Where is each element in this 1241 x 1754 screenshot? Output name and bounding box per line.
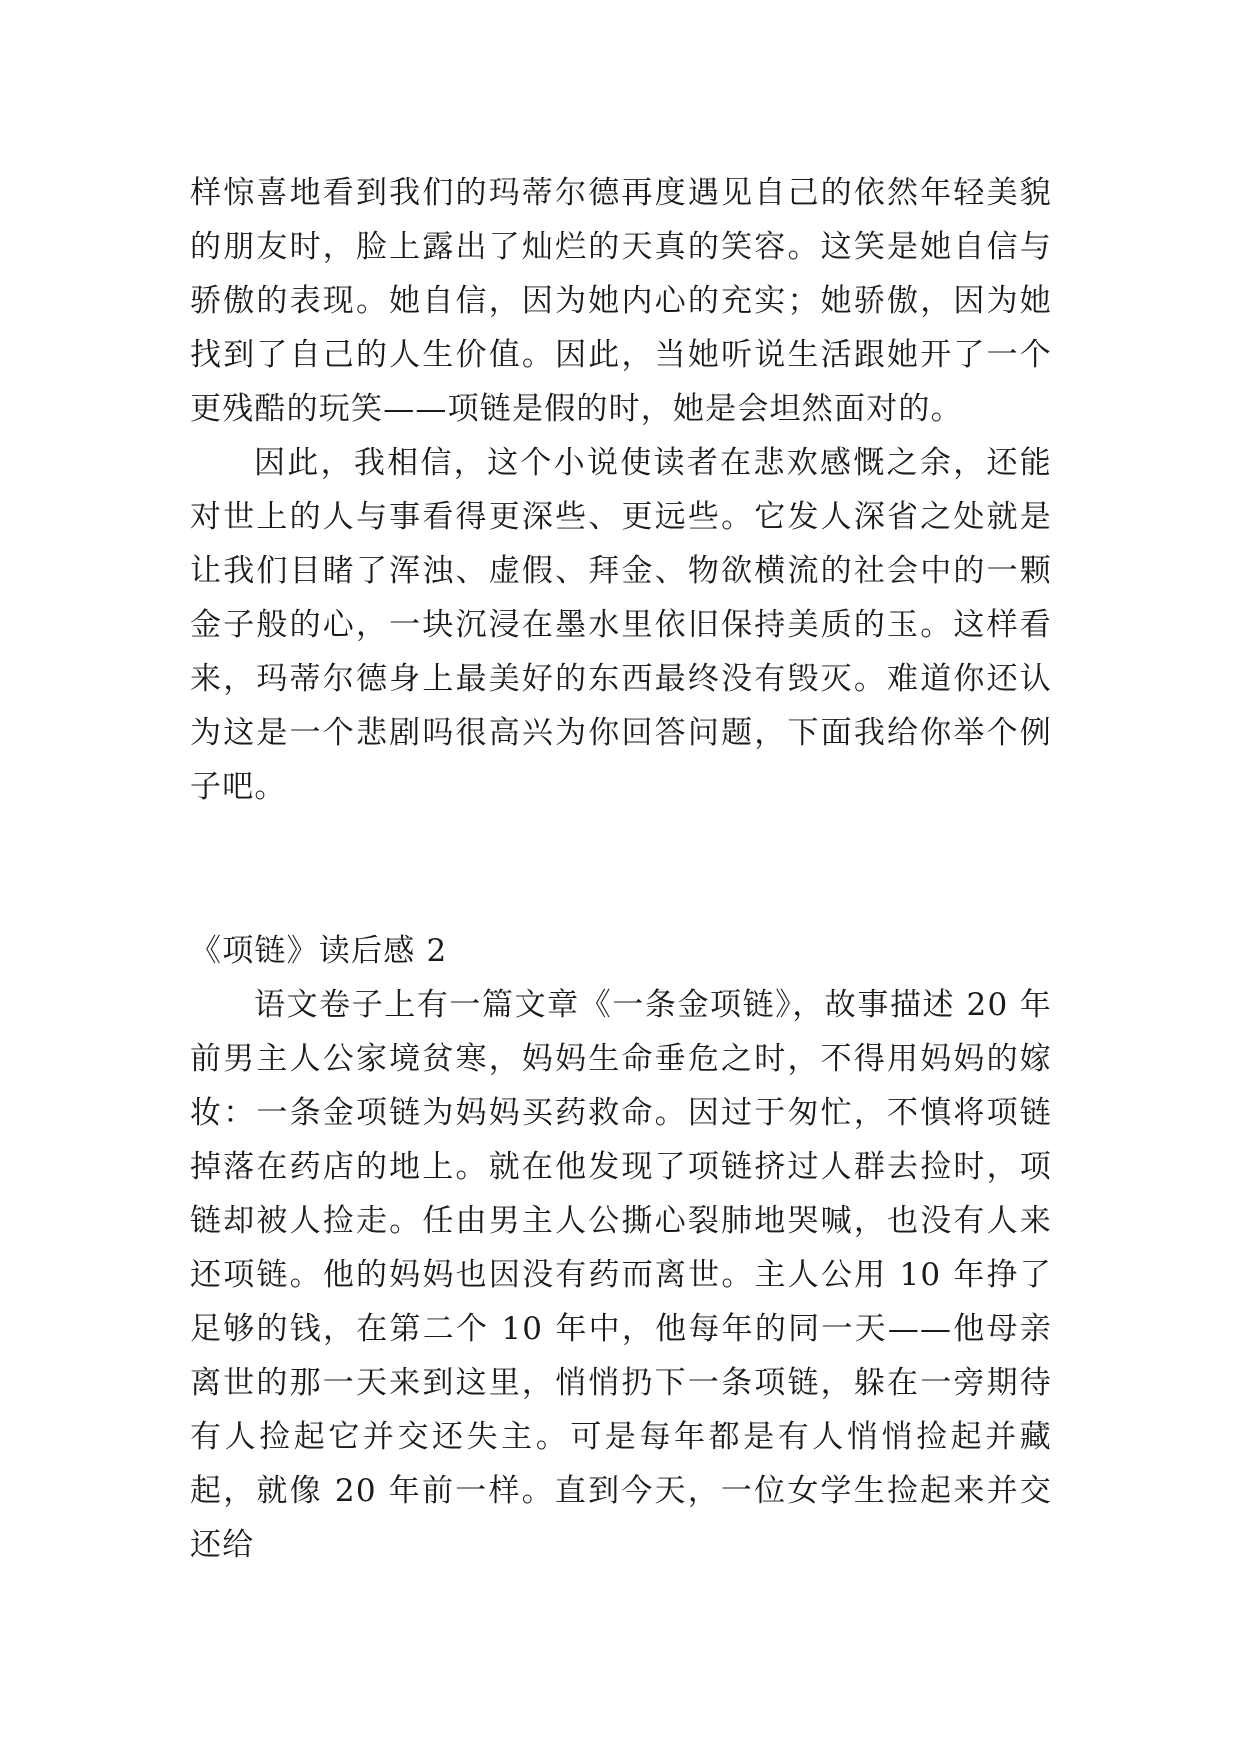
body-paragraph: 样惊喜地看到我们的玛蒂尔德再度遇见自己的依然年轻美貌的朋友时，脸上露出了灿烂的天真的笑容。这笑是她自信与骄傲的表现。她自信，因为她内心的充实；她骄傲，因为她找到了自己的人生价值。因此，当她听说生活跟她开了一个更残酷的玩笑——项链是假的时，她是会坦然面对的。 — [190, 175, 1052, 427]
section-heading: 《项链》读后感 2 — [190, 933, 448, 969]
body-paragraph: 语文卷子上有一篇文章《一条金项链》，故事描述 20 年前男主人公家境贫寒，妈妈生命垂危之时，不得用妈妈的嫁妆：一条金项链为妈妈买药救命。因过于匆忙，不慎将项链掉落在药店的地上。就在他发现了项链挤过人群去捡时，项链却被人捡走。任由男主人公撕心裂肺地哭喊，也没有人来还项链。他的妈妈也因没有药而离世。主人公用 10 年挣了足够的钱，在第二个 10 年中，他每年的同一天——他母亲离世的那一天来到这里，悄悄扔下一条项链，躲在一旁期待有人捡起它并交还失主。可是每年都是有人悄悄捡起并藏起，就像 20 年前一样。直到今天，一位女学生捡起来并交还给 — [190, 987, 1052, 1563]
essay-continuation — [190, 166, 1052, 814]
body-paragraph: 因此，我相信，这个小说使读者在悲欢感慨之余，还能对世上的人与事看得更深些、更远些。它发人深省之处就是让我们目睹了浑浊、虚假、拜金、物欲横流的社会中的一颗金子般的心，一块沉浸在墨水里依旧保持美质的玉。这样看来，玛蒂尔德身上最美好的东西最终没有毁灭。难道你还认为这是一个悲剧吗很高兴为你回答问题，下面我给你举个例子吧。 — [190, 445, 1052, 805]
essay-section-2 — [190, 924, 1052, 1572]
